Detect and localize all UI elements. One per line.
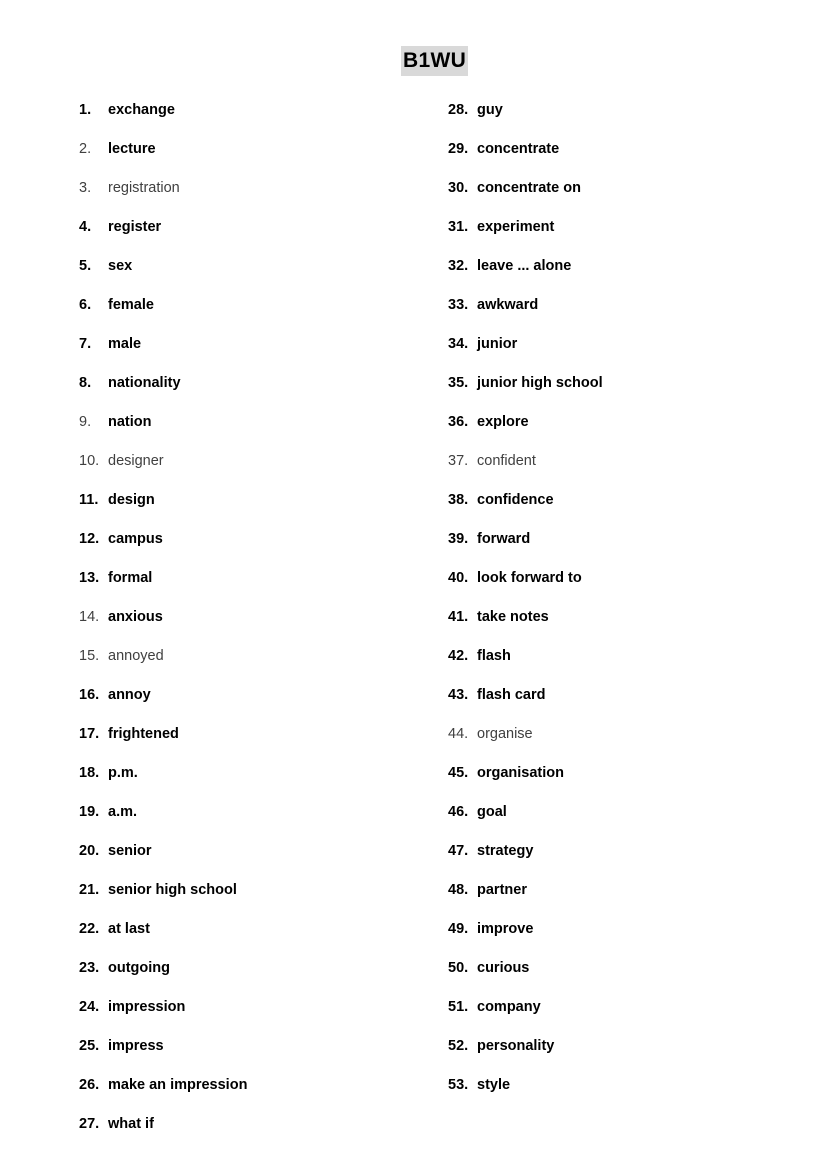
- list-item: [79, 402, 439, 441]
- list-item: [79, 1065, 439, 1104]
- item-word: design: [108, 491, 155, 508]
- item-number: 28.: [448, 101, 469, 118]
- item-number: 30.: [448, 179, 469, 196]
- item-word: awkward: [477, 296, 539, 313]
- item-number: 47.: [448, 842, 469, 859]
- list-item: [79, 207, 439, 246]
- item-word: formal: [108, 569, 153, 586]
- item-number: 44.: [448, 725, 469, 742]
- list-item: [448, 402, 808, 441]
- item-number: 42.: [448, 647, 469, 664]
- item-number: 34.: [448, 335, 469, 352]
- list-item: [448, 285, 808, 324]
- item-number: 1.: [79, 101, 92, 118]
- list-item: [79, 909, 439, 948]
- list-item: [79, 168, 439, 207]
- list-item: [448, 324, 808, 363]
- item-word: impression: [108, 998, 186, 1015]
- item-number: 8.: [79, 374, 92, 391]
- item-word: annoyed: [108, 647, 164, 664]
- item-word: junior high school: [477, 374, 603, 391]
- list-item: [79, 948, 439, 987]
- item-number: 53.: [448, 1076, 469, 1093]
- item-number: 16.: [79, 686, 100, 703]
- item-number: 49.: [448, 920, 469, 937]
- item-number: 23.: [79, 959, 100, 976]
- item-number: 26.: [79, 1076, 100, 1093]
- list-item: [448, 753, 808, 792]
- item-number: 11.: [79, 491, 99, 508]
- item-word: at last: [108, 920, 150, 937]
- item-word: flash card: [477, 686, 546, 703]
- item-word: explore: [477, 413, 529, 430]
- item-number: 22.: [79, 920, 100, 937]
- item-word: concentrate: [477, 140, 560, 157]
- list-item: [448, 480, 808, 519]
- item-number: 24.: [79, 998, 100, 1015]
- item-number: 2.: [79, 140, 92, 157]
- list-item: [79, 636, 439, 675]
- list-item: [448, 558, 808, 597]
- item-number: 21.: [79, 881, 100, 898]
- item-word: a.m.: [108, 803, 138, 820]
- list-item: [79, 714, 439, 753]
- list-item: [79, 831, 439, 870]
- item-number: 36.: [448, 413, 469, 430]
- item-word: anxious: [108, 608, 163, 625]
- item-number: 18.: [79, 764, 100, 781]
- item-word: exchange: [108, 101, 175, 118]
- item-word: company: [477, 998, 541, 1015]
- item-number: 45.: [448, 764, 469, 781]
- item-word: designer: [108, 452, 164, 469]
- item-word: forward: [477, 530, 531, 547]
- item-number: 43.: [448, 686, 469, 703]
- item-number: 50.: [448, 959, 469, 976]
- item-number: 20.: [79, 842, 100, 859]
- list-item: [448, 909, 808, 948]
- item-word: concentrate on: [477, 179, 581, 196]
- list-item: [79, 441, 439, 480]
- item-word: guy: [477, 101, 503, 118]
- item-word: outgoing: [108, 959, 171, 976]
- list-item: [448, 90, 808, 129]
- list-item: [79, 90, 439, 129]
- item-number: 13.: [79, 569, 100, 586]
- item-word: junior: [477, 335, 518, 352]
- list-item: [448, 714, 808, 753]
- item-word: partner: [477, 881, 527, 898]
- item-number: 25.: [79, 1037, 100, 1054]
- item-word: annoy: [108, 686, 151, 703]
- list-item: [79, 1026, 439, 1065]
- item-word: organise: [477, 725, 533, 742]
- list-item: [448, 363, 808, 402]
- item-word: improve: [477, 920, 534, 937]
- list-item: [448, 792, 808, 831]
- list-item: [79, 285, 439, 324]
- list-item: [79, 675, 439, 714]
- item-word: male: [108, 335, 142, 352]
- item-number: 14.: [79, 608, 100, 625]
- item-word: leave ... alone: [477, 257, 572, 274]
- item-word: look forward to: [477, 569, 582, 586]
- list-item: [448, 129, 808, 168]
- list-item: [448, 168, 808, 207]
- item-word: lecture: [108, 140, 156, 157]
- list-item: [79, 363, 439, 402]
- item-word: confident: [477, 452, 536, 469]
- item-number: 39.: [448, 530, 469, 547]
- item-number: 7.: [79, 335, 92, 352]
- item-number: 46.: [448, 803, 469, 820]
- list-item: [448, 597, 808, 636]
- item-word: experiment: [477, 218, 555, 235]
- item-number: 12.: [79, 530, 100, 547]
- item-number: 40.: [448, 569, 469, 586]
- item-number: 17.: [79, 725, 100, 742]
- item-number: 52.: [448, 1037, 469, 1054]
- list-item: [79, 987, 439, 1026]
- list-item: [448, 1026, 808, 1065]
- item-word: confidence: [477, 491, 554, 508]
- item-word: registration: [108, 179, 180, 196]
- item-number: 4.: [79, 218, 92, 235]
- item-word: what if: [108, 1115, 154, 1132]
- item-number: 33.: [448, 296, 469, 313]
- list-item: [448, 948, 808, 987]
- item-word: senior high school: [108, 881, 237, 898]
- item-word: personality: [477, 1037, 555, 1054]
- left-word-list: [79, 90, 439, 1143]
- item-number: 10.: [79, 452, 100, 469]
- list-item: [448, 519, 808, 558]
- item-word: register: [108, 218, 162, 235]
- list-item: [79, 558, 439, 597]
- item-number: 27.: [79, 1115, 100, 1132]
- item-number: 38.: [448, 491, 469, 508]
- item-number: 29.: [448, 140, 469, 157]
- item-number: 6.: [79, 296, 92, 313]
- item-word: female: [108, 296, 154, 313]
- list-item: [79, 480, 439, 519]
- item-number: 5.: [79, 257, 92, 274]
- list-item: [79, 324, 439, 363]
- list-item: [448, 246, 808, 285]
- item-word: strategy: [477, 842, 534, 859]
- item-word: sex: [108, 257, 133, 274]
- item-word: make an impression: [108, 1076, 248, 1093]
- item-word: goal: [477, 803, 507, 820]
- item-word: campus: [108, 530, 163, 547]
- list-item: [448, 987, 808, 1026]
- list-item: [448, 207, 808, 246]
- item-word: organisation: [477, 764, 565, 781]
- list-item: [448, 870, 808, 909]
- right-word-list: [448, 90, 808, 1104]
- item-number: 31.: [448, 218, 469, 235]
- list-item: [448, 675, 808, 714]
- list-item: [448, 441, 808, 480]
- item-word: nationality: [108, 374, 181, 391]
- list-item: [79, 246, 439, 285]
- item-number: 35.: [448, 374, 469, 391]
- list-item: [448, 1065, 808, 1104]
- list-item: [79, 1104, 439, 1143]
- list-item: [79, 753, 439, 792]
- item-word: p.m.: [108, 764, 138, 781]
- item-number: 41.: [448, 608, 469, 625]
- item-word: take notes: [477, 608, 549, 625]
- item-word: nation: [108, 413, 152, 430]
- item-word: flash: [477, 647, 511, 664]
- item-number: 48.: [448, 881, 469, 898]
- page-title: B1WU: [401, 46, 468, 76]
- item-number: 19.: [79, 803, 100, 820]
- list-item: [448, 636, 808, 675]
- item-number: 3.: [79, 179, 92, 196]
- item-number: 32.: [448, 257, 469, 274]
- item-number: 9.: [79, 413, 92, 430]
- item-number: 37.: [448, 452, 469, 469]
- item-word: frightened: [108, 725, 179, 742]
- item-number: 15.: [79, 647, 100, 664]
- list-item: [79, 792, 439, 831]
- item-number: 51.: [448, 998, 469, 1015]
- item-word: impress: [108, 1037, 164, 1054]
- item-word: style: [477, 1076, 511, 1093]
- list-item: [79, 519, 439, 558]
- item-word: senior: [108, 842, 152, 859]
- item-word: curious: [477, 959, 530, 976]
- list-item: [448, 831, 808, 870]
- list-item: [79, 129, 439, 168]
- list-item: [79, 597, 439, 636]
- list-item: [79, 870, 439, 909]
